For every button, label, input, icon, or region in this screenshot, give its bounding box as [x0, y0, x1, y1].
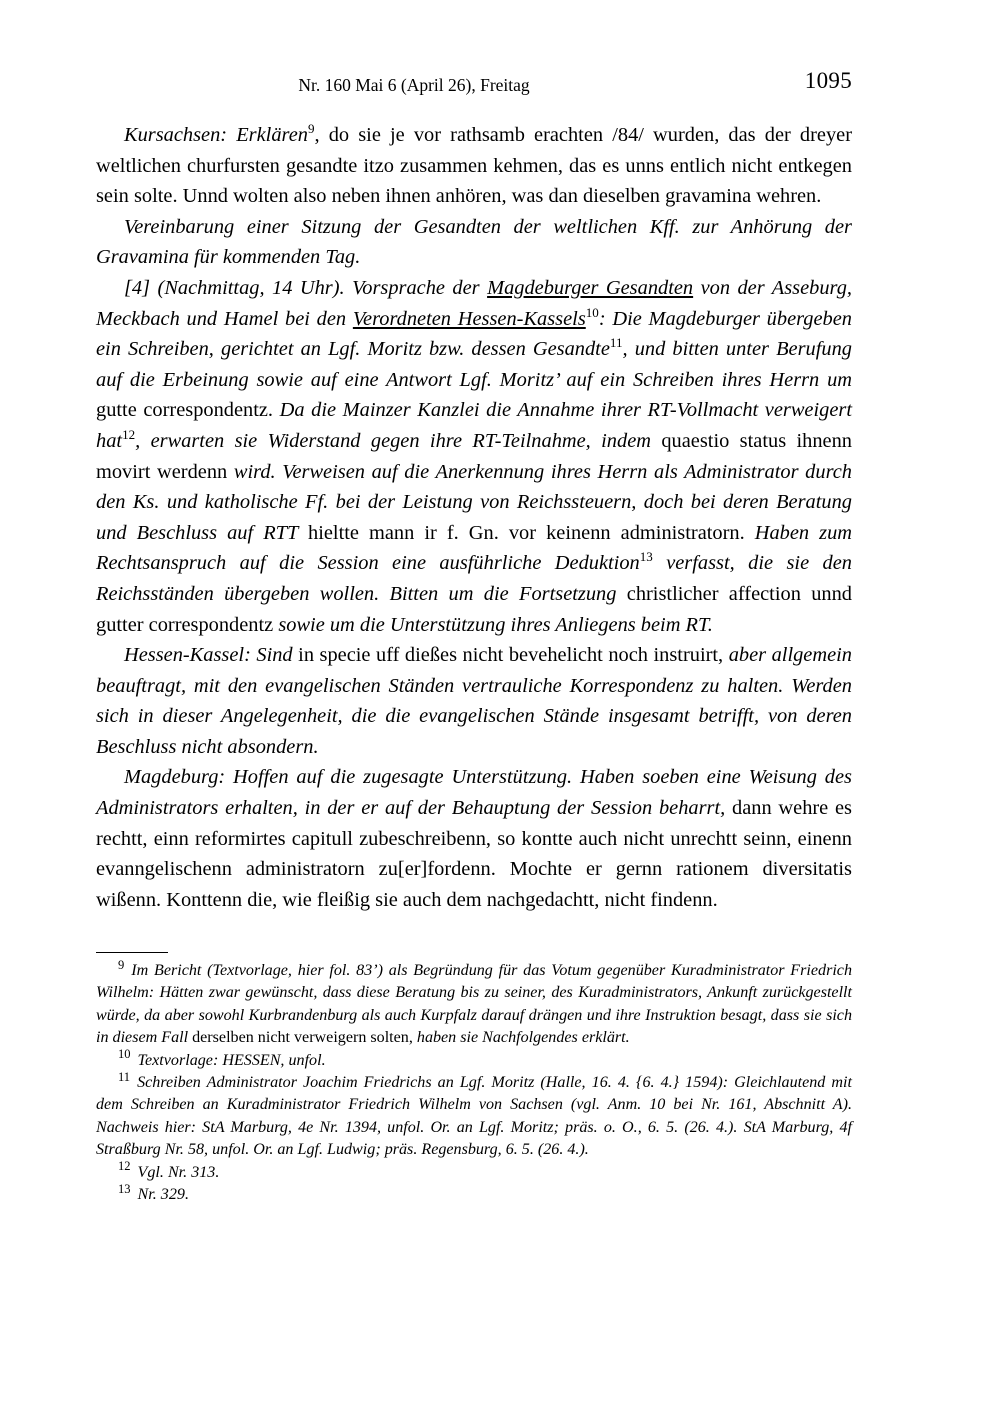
text-run-italic: Haben zum Rechtsanspruch auf die Session eine ausführliche Deduktion — [96, 521, 852, 575]
text-run-italic: Vgl. Nr. 313. — [137, 1163, 220, 1181]
text-run-italic: sowie um die Unterstützung ihres Anliegens beim RT. — [278, 613, 713, 636]
para-4-vorsprache — [96, 273, 852, 640]
text-run-roman: hieltte mann ir f. Gn. vor keinenn administratorn. — [308, 521, 745, 544]
text-run-italic: von der Asseburg, Meckbach und Hamel bei den — [96, 276, 852, 330]
footnote-number: 13 — [118, 1181, 131, 1196]
footnote-apparatus — [96, 952, 852, 1206]
running-head — [96, 68, 852, 114]
page-number: 1095 — [804, 68, 852, 93]
footnote-text — [138, 1052, 326, 1069]
page-content — [96, 0, 852, 915]
text-run-italic: Im Bericht (Textvorlage, hier fol. 83’) als Begründung für das Votum gegenüber Kuradministrator Friedrich Wilhelm: Hätten zwar gewünscht, dass diese Beratung bis zu seiner, des Kuradministrators, Ankunft zurückgestellt würde, da aber sowohl Kurbrandenburg als auch Kurpfalz darauf drängen und ihre Instruktion besagt, dass sie sich in diesem Fall — [96, 962, 852, 1047]
footnote-list — [96, 957, 852, 1206]
footnote-12 — [96, 1159, 852, 1184]
text-run-roman: gutte correspondentz. — [96, 399, 274, 422]
para-magdeburg — [96, 762, 852, 915]
footnote-11 — [96, 1069, 852, 1162]
text-run-roman: quaestio status ihnenn movirt werdenn — [96, 429, 853, 483]
text-run-italic: haben sie Nachfolgendes erklärt. — [412, 1029, 630, 1047]
text-run-roman: christlicher affection unnd gutter correspondentz — [96, 582, 852, 636]
footnote-text — [138, 1164, 220, 1181]
footnote-number: 11 — [118, 1069, 131, 1084]
text-run-italic: Schreiben Administrator Joachim Friedrichs an Lgf. Moritz (Halle, 16. 4. {6. 4.} 1594): Gleichlautend mit dem Schreiben an Kuradministrator Friedrich Wilhelm von Sachsen (vgl. Anm. 10 bei Nr. 161, Abschnitt A). Nachweis hier: StA Marburg, 4e Nr. 1394, unfol. Or. an Lgf. Moritz; präs. o. O., 6. 5. (26. 4.). StA Marburg, 4f Straßburg Nr. 58, unfol. Or. an Lgf. Ludwig; präs. Regensburg, 6. 5. (26. 4.). — [96, 1074, 852, 1159]
footnote-13 — [96, 1181, 852, 1206]
para-kursachsen — [96, 120, 852, 212]
footnote-number: 10 — [118, 1047, 131, 1062]
footnote-text — [96, 962, 852, 1046]
text-run-roman: dann wehre es rechtt, einn reformirtes capitull zubeschreibenn, so kontte auch nicht unrechtt seinn, einenn evanngelischenn administratorn zu[er]fordenn. Mochte er gernn rationem diversitatis wißenn. Konttenn die, wie fleißig sie auch dem nachgedachtt, nicht findenn. — [96, 797, 852, 911]
body-text — [96, 120, 852, 915]
footnote-marker: 9 — [307, 121, 315, 137]
footnote-marker: 13 — [639, 549, 653, 565]
text-run-underlined: Magdeburger Gesandten — [487, 276, 694, 299]
text-run-underlined: Verordneten Hessen-Kassels — [352, 307, 586, 330]
text-run-italic: verfasst, die sie den Reichsständen übergeben wollen. Bitten um die Fortsetzung — [96, 552, 852, 605]
text-run-italic: Da die Mainzer Kanzlei die Annahme ihrer RT-Vollmacht verweigert hat — [96, 399, 852, 452]
text-run-italic: Kursachsen: Erklären — [124, 124, 308, 146]
text-run-italic: : Die Magdeburger übergeben ein Schreiben, gerichtet an Lgf. Moritz bzw. dessen Gesandte — [96, 307, 852, 361]
text-run-italic: , erwarten sie Widerstand gegen ihre RT-Teilnahme, indem — [135, 429, 662, 452]
text-run-italic: aber allgemein beauftragt, mit den evangelischen Ständen vertrauliche Korrespondenz zu halten. Werden sich in dieser Angelegenheit, die die evangelischen Stände insgesamt betrifft, von deren Beschluss nicht absondern. — [96, 644, 852, 758]
footnote-marker: 11 — [609, 335, 623, 351]
footnote-10 — [96, 1047, 852, 1072]
text-run-italic: , und bitten unter Berufung auf die Erbeinung sowie auf eine Antwort Lgf. Moritz’ auf ein Schreiben ihres Herrn um — [96, 338, 852, 391]
text-run-italic: wird. Verweisen auf die Anerkennung ihres Herrn als Administrator durch den Ks. und katholische Ff. bei der Leistung von Reichssteuern, doch bei deren Beratung und Beschluss auf RTT — [96, 460, 852, 544]
footnote-separator-rule — [96, 952, 168, 953]
para-vereinbarung — [96, 212, 852, 273]
text-run-italic: Nr. 329. — [137, 1186, 189, 1204]
text-run-roman: in specie uff dießes nicht bevehelicht noch instruirt, — [298, 644, 724, 667]
text-run-italic: Hessen-Kassel: Sind — [124, 644, 299, 667]
text-run-roman: derselben nicht verweigern solten, — [192, 1029, 413, 1047]
footnote-9 — [96, 957, 852, 1050]
footnote-text — [96, 1074, 852, 1158]
text-run-italic: Vereinbarung einer Sitzung der Gesandten der weltlichen Kff. zur Anhörung der Gravamina für kommenden Tag. — [96, 215, 852, 269]
para-hessen-kassel — [96, 640, 852, 762]
footnote-marker: 10 — [585, 304, 599, 320]
text-run-roman: , do sie je vor rathsamb erachten /84/ wurden, das der dreyer weltlichen churfursten gesandte itzo zusammen kehmen, das es unns entlich nicht entkegen sein solte. Unnd wolten also neben ihnen anhören, was dan dieselben gravamina wehren. — [96, 124, 852, 208]
footnote-text — [138, 1186, 189, 1203]
footnote-number: 12 — [118, 1159, 131, 1174]
text-run-italic: [4] (Nachmittag, 14 Uhr). Vorsprache der — [124, 276, 488, 299]
footnote-marker: 12 — [122, 427, 136, 443]
footnote-number: 9 — [118, 957, 125, 972]
text-run-italic: Textvorlage: HESSEN, unfol. — [137, 1051, 326, 1069]
text-run-italic: Magdeburg: Hoffen auf die zugesagte Unterstützung. Haben soeben eine Weisung des Administrators erhalten, in der er auf der Behauptung der Session beharrt, — [96, 766, 852, 820]
running-head-title: Nr. 160 Mai 6 (April 26), Freitag — [298, 75, 530, 95]
